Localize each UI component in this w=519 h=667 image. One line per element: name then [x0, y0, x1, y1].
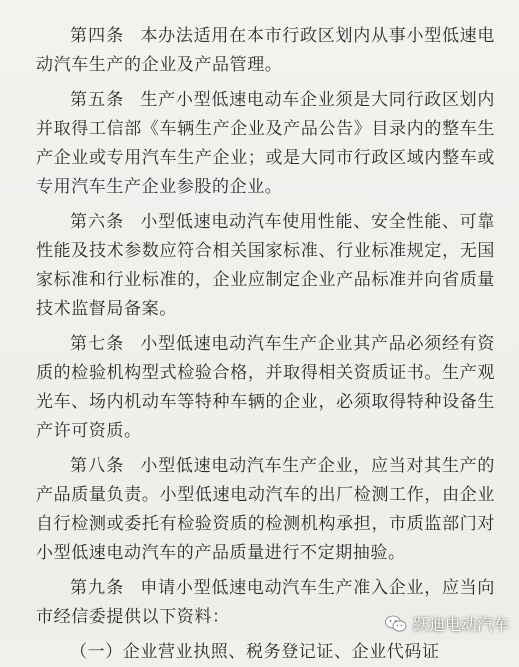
article-label: 第八条: [70, 456, 125, 476]
article-text: 生产小型低速电动车企业须是大同行政区划内并取得工信部《车辆生产企业及产品公告》目录内的整车生产企业或专用汽车生产企业；或是大同市行政区域内整车或专用汽车生产企业参股的企业。: [36, 90, 496, 197]
article-label: 第六条: [70, 212, 125, 232]
article-text: 申请小型低速电动汽车生产准入企业，应当向市经信委提供以下资料：: [36, 578, 496, 627]
article-4: [36, 22, 495, 80]
article-label: 第四条: [70, 26, 125, 46]
article-label: 第七条: [70, 334, 125, 354]
article-label: 第五条: [70, 90, 125, 110]
watermark-text: 跃迪电动汽车: [412, 615, 509, 634]
article-text: 小型低速电动汽车生产企业其产品必须经有资质的检验机构型式检验合格，并取得相关资质证书。生产观光车、场内机动车等特种车辆的企业，必须取得特种设备生产许可资质。: [36, 334, 496, 441]
article-text: 小型低速电动汽车使用性能、安全性能、可靠性能及技术参数应符合相关国家标准、行业标准规定，无国家标准和行业标准的，企业应制定企业产品标准并向省质量技术监督局备案。: [36, 212, 496, 319]
article-text: 本办法适用在本市行政区划内从事小型低速电动汽车生产的企业及产品管理。: [36, 26, 496, 75]
watermark: [385, 612, 509, 635]
wechat-icon: [385, 615, 407, 633]
article-label: 第九条: [70, 578, 125, 598]
article-text: 小型低速电动汽车生产企业，应当对其生产的产品质量负责。小型低速电动汽车的出厂检测工作，由企业自行检测或委托有检验资质的检测机构承担，市质监部门对小型低速电动汽车的产品质量进行不定期抽验。: [36, 456, 496, 563]
article-8: [36, 452, 495, 568]
list-item: （一）企业营业执照、税务登记证、企业代码证: [70, 642, 440, 662]
article-5: [36, 86, 495, 202]
article-6: [36, 208, 495, 324]
article-7: [36, 330, 495, 446]
